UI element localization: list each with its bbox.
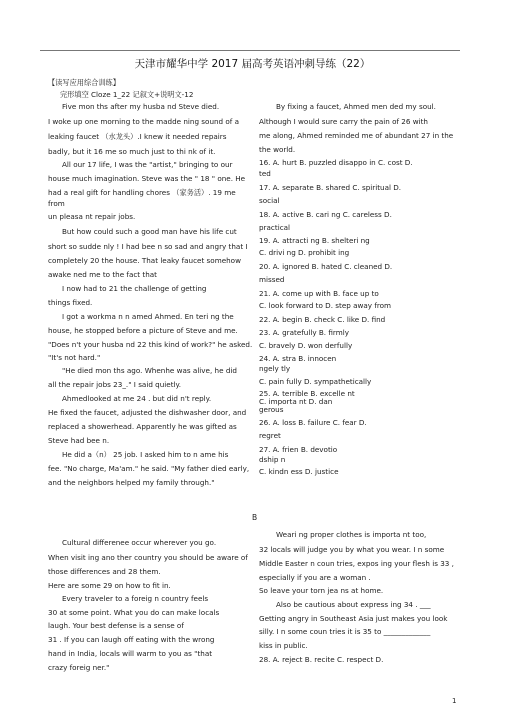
text-line: all the repair jobs 23_." I said quietly. xyxy=(48,380,182,389)
text-line: Getting angry in Southeast Asia just makes you look xyxy=(259,614,448,623)
option-line: missed xyxy=(259,275,285,284)
text-line: and the neighbors helped my family through." xyxy=(48,478,215,487)
text-line: "It's not hard." xyxy=(48,353,101,362)
option-line: regret xyxy=(259,431,281,440)
option-line: C. kindn ess D. justice xyxy=(259,467,339,476)
page-title: 天津市耀华中学 2017 届高考英语冲刺导练（22） xyxy=(134,58,371,70)
text-line: Every traveler to a foreig n country feels xyxy=(62,594,209,603)
option-line: dship n xyxy=(259,455,286,464)
text-line: Also be cautious about express ing 34 . ___ xyxy=(276,600,431,609)
option-line: practical xyxy=(259,223,291,232)
header-rule xyxy=(40,50,460,51)
text-line: By fixing a faucet, Ahmed men ded my soul. xyxy=(276,102,436,111)
text-line: He fixed the faucet, adjusted the dishwasher door, and xyxy=(48,408,247,417)
text-line: All our 17 life, I was the "artist," bringing to our xyxy=(62,160,233,169)
text-line: house, he stopped before a picture of Steve and me. xyxy=(48,326,238,335)
text-line: replaced a showerhead. Apparently he was gifted as xyxy=(48,422,237,431)
text-line: laugh. Your best defense is a sense of xyxy=(48,621,184,630)
option-line: 25. A. terrible B. excelle nt xyxy=(259,389,355,398)
text-line: But how could such a good man have his life cut xyxy=(62,227,237,236)
option-line: 23. A. gratefully B. firmly xyxy=(259,328,349,337)
text-line: leaking faucet （水龙头）.I knew it needed repairs xyxy=(48,132,227,141)
text-line: Middle Easter n coun tries, expos ing your flesh is 33 , xyxy=(259,559,454,568)
text-line: "He died mon ths ago. Whenhe was alive, he did xyxy=(62,366,237,375)
text-line: Steve had bee n. xyxy=(48,436,110,445)
text-line: things fixed. xyxy=(48,298,93,307)
text-line: completely 20 the house. That leaky faucet somehow xyxy=(48,256,241,265)
text-line: Five mon ths after my husba nd Steve died. xyxy=(62,102,220,111)
text-line: me along, Ahmed reminded me of abundant 27 in the xyxy=(259,131,454,140)
option-line: 24. A. stra B. innocen xyxy=(259,354,337,363)
option-line: 18. A. active B. cari ng C. careless D. xyxy=(259,210,392,219)
option-line: C. bravely D. won derfully xyxy=(259,341,353,350)
option-line: 19. A. attracti ng B. shelteri ng xyxy=(259,236,370,245)
text-line: 31 . If you can laugh off eating with the wrong xyxy=(48,635,215,644)
option-line: ted xyxy=(259,169,271,178)
text-line: especially if you are a woman . xyxy=(259,573,371,582)
exercise-tag: 【读写应用综合训练】 xyxy=(48,78,120,87)
text-line: un pleasa nt repair jobs. xyxy=(48,212,136,221)
text-line: I woke up one morning to the madde ning sound of a xyxy=(48,117,240,126)
section-b-label: B xyxy=(252,513,258,522)
text-line: from xyxy=(48,199,65,208)
option-line: social xyxy=(259,196,280,205)
text-line: When visit ing ano ther country you should be aware of xyxy=(48,553,248,562)
text-line: Weari ng proper clothes is importa nt too, xyxy=(276,530,427,539)
option-line: 28. A. reject B. recite C. respect D. xyxy=(259,655,384,664)
option-line: 22. A. begin B. check C. like D. find xyxy=(259,315,386,324)
text-line: Cultural differenee occur wherever you go. xyxy=(62,538,217,547)
option-line: 26. A. loss B. failure C. fear D. xyxy=(259,418,367,427)
option-line: C. importa nt D. dan xyxy=(259,397,333,406)
text-line: badly, but it 16 me so much just to thi nk of it. xyxy=(48,147,216,156)
option-line: 21. A. come up with B. face up to xyxy=(259,289,379,298)
text-line: He did a（n） 25 job. I asked him to n ame his xyxy=(62,450,229,459)
text-line: had a real gift for handling chores （家务活）. 19 me xyxy=(48,188,236,197)
text-line: So leave your torn jea ns at home. xyxy=(259,586,384,595)
text-line: house much imagination. Steve was the " 18 " one. He xyxy=(48,174,246,183)
exercise-subtitle: 完形填空 Cloze 1_22 记叙文+说明文-12 xyxy=(60,90,194,99)
option-line: 27. A. frien B. devotio xyxy=(259,445,338,454)
text-line: the world. xyxy=(259,145,296,154)
text-line: Although I would sure carry the pain of 26 with xyxy=(259,117,428,126)
option-line: 17. A. separate B. shared C. spiritual D. xyxy=(259,183,402,192)
text-line: kiss in public. xyxy=(259,641,308,650)
text-line: fee. "No charge, Ma'am." he said. "My father died early, xyxy=(48,464,250,473)
option-line: ngely tly xyxy=(259,364,291,373)
option-line: C. pain fully D. sympathetically xyxy=(259,377,372,386)
text-line: "Does n't your husba nd 22 this kind of work?" he asked. xyxy=(48,340,253,349)
option-line: 16. A. hurt B. puzzled disappo in C. cost D. xyxy=(259,158,413,167)
text-line: Ahmedlooked at me 24 . but did n't reply. xyxy=(62,394,212,403)
option-line: gerous xyxy=(259,405,284,414)
text-line: 30 at some point. What you do can make locals xyxy=(48,608,220,617)
text-line: crazy foreig ner." xyxy=(48,663,110,672)
text-line: I now had to 21 the challenge of getting xyxy=(62,284,207,293)
text-line: those differences and 28 them. xyxy=(48,567,161,576)
text-line: Here are some 29 on how to fit in. xyxy=(48,581,171,590)
text-line: 32 locals will judge you by what you wear. I n some xyxy=(259,545,445,554)
text-line: awake ned me to the fact that xyxy=(48,270,157,279)
text-line: silly. I n some coun tries it is 35 to _____________ xyxy=(259,627,431,636)
option-line: 20. A. ignored B. hated C. cleaned D. xyxy=(259,262,393,271)
text-line: short so sudde nly ! I had bee n so sad and angry that I xyxy=(48,242,248,251)
text-line: I got a workma n n amed Ahmed. En teri ng the xyxy=(62,312,234,321)
option-line: C. look forward to D. step away from xyxy=(259,301,392,310)
page-number: 1 xyxy=(452,697,457,705)
option-line: C. drivi ng D. prohibit ing xyxy=(259,248,350,257)
text-line: hand in India, locals will warm to you as "that xyxy=(48,649,213,658)
